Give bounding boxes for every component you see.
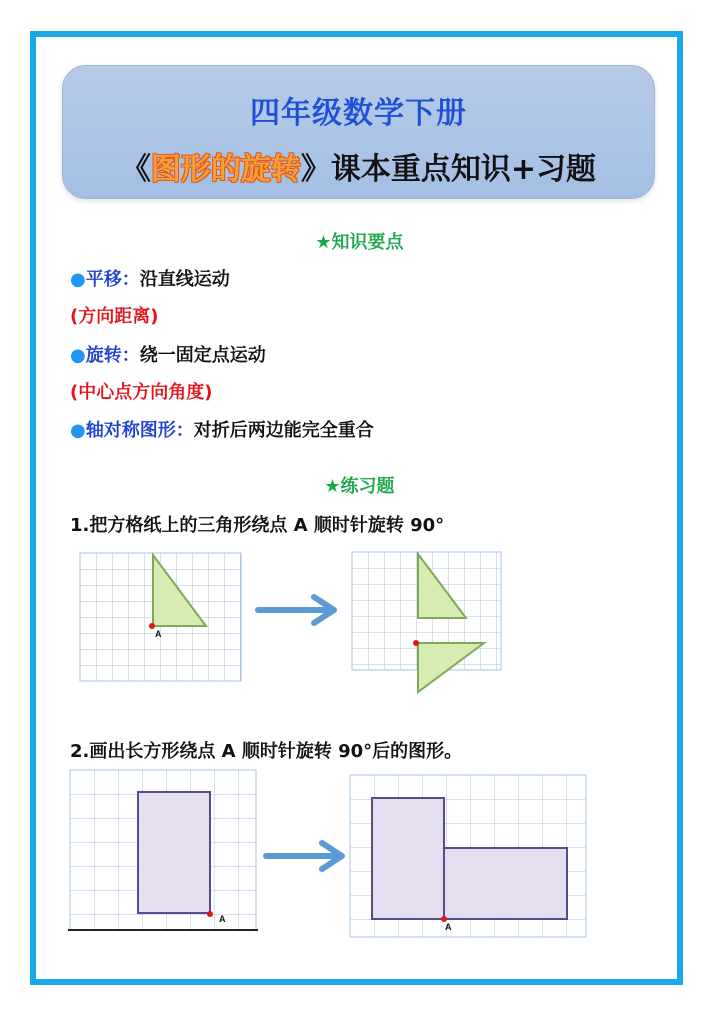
knowledge-note-rotation: (中心点方向角度) xyxy=(70,382,213,403)
knowledge-desc: 对折后两边能完全重合 xyxy=(193,420,374,441)
q1-arrow-icon xyxy=(258,597,334,623)
title-highlight: 图形的旋转 xyxy=(150,152,301,187)
q2-arrow-icon xyxy=(266,843,342,869)
bullet-icon: ● xyxy=(70,269,86,290)
q2-point-a xyxy=(207,911,213,917)
title-line-1: 四年级数学下册 xyxy=(250,96,467,131)
knowledge-desc: 沿直线运动 xyxy=(139,269,230,290)
question-2: 2.画出长方形绕点 A 顺时针旋转 90°后的图形。 xyxy=(70,741,463,762)
knowledge-term: 轴对称图形： xyxy=(85,420,194,441)
question-1: 1.把方格纸上的三角形绕点 A 顺时针旋转 90° xyxy=(70,515,445,536)
knowledge-heading: ★知识要点 xyxy=(315,232,404,253)
title-bracket-open: 《 xyxy=(120,152,151,187)
q2-original-rectangle xyxy=(372,798,444,919)
q1-point-label: A xyxy=(155,629,162,639)
knowledge-term: 平移： xyxy=(85,269,140,290)
bullet-icon: ● xyxy=(70,345,86,366)
q2-right-point-label: A xyxy=(445,922,452,932)
q2-point-label: A xyxy=(219,914,226,924)
knowledge-note-translation: (方向距离) xyxy=(70,306,159,327)
title-rest: 》课本重点知识+习题 xyxy=(300,152,597,187)
q1-rotation-center xyxy=(413,640,419,646)
knowledge-term: 旋转： xyxy=(85,345,140,366)
q2-rectangle xyxy=(138,792,210,913)
knowledge-desc: 绕一固定点运动 xyxy=(139,345,266,366)
bullet-icon: ● xyxy=(70,420,86,441)
q2-rotated-rectangle xyxy=(444,848,567,919)
exercise-heading: ★练习题 xyxy=(324,476,395,497)
